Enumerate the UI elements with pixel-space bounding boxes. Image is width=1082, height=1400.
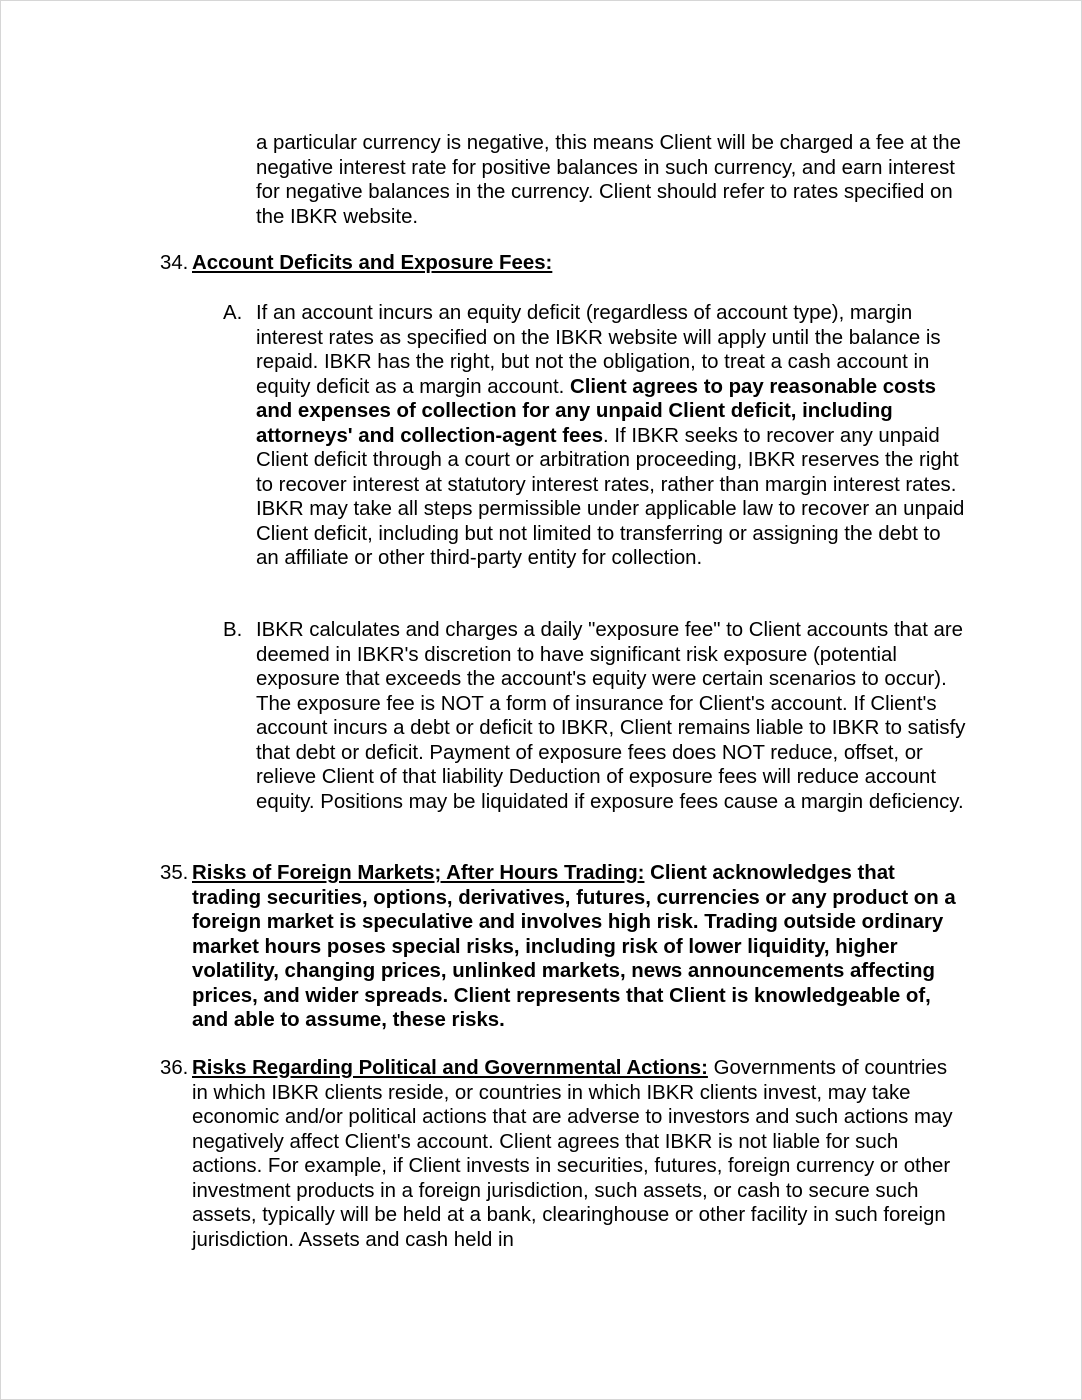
intro-paragraph: a particular currency is negative, this means Client will be charged a fee at the negative interest rate for positive balances in such currency, and earn interest for negative balances in the currency. Client should refer to rates specified on the IBKR website. bbox=[256, 132, 961, 228]
section-36-text: Governments of countries in which IBKR clients reside, or countries in which IBKR clients invest, may take economic and/or political actions that are adverse to investors and such actions may negatively affect Client's account. Client agrees that IBKR is not liable for such actions. For example, if Client invests in securities, futures, foreign currency or other investment products in a foreign jurisdiction, such assets, or cash to secure such assets, typically will be held at a bank, clearinghouse or other facility in such foreign jurisdiction. Assets and cash held in bbox=[192, 1057, 953, 1251]
item-b-paragraph: IBKR calculates and charges a daily "exposure fee" to Client accounts that are deemed in IBKR's discretion to have significant risk exposure (potential exposure that exceeds the account's equity were certain scenarios to occur). The exposure fee is NOT a form of insurance for Client's account. If Client's account incurs a debt or deficit to IBKR, Client remains liable to IBKR to satisfy that debt or deficit. Payment of exposure fees does NOT reduce, offset, or relieve Client of that liability Deduction of exposure fees will reduce account equity. Positions may be liquidated if exposure fees cause a margin deficiency. bbox=[256, 619, 966, 813]
section-35-paragraph bbox=[192, 861, 967, 1033]
item-a-text-start: If an account incurs an equity deficit (regardless of account type), margin interest rates as specified on the IBKR website will apply until the balance is repaid. IBKR has the right, but not the obligation, to treat a cash account in equity deficit as a margin account. bbox=[256, 302, 941, 398]
section-36-number: 36. bbox=[160, 1057, 189, 1079]
item-a-paragraph bbox=[256, 301, 966, 571]
section-35-number: 35. bbox=[160, 862, 189, 884]
section-35-heading: Risks of Foreign Markets; After Hours Trading: bbox=[192, 862, 645, 884]
item-a-text-end: . If IBKR seeks to recover any unpaid Client deficit through a court or arbitration proceeding, IBKR reserves the right to recover interest at statutory interest rates, rather than margin interest rates. IBKR may take all steps permissible under applicable law to recover an unpaid Client deficit, including but not limited to transferring or assigning the debt to an affiliate or other third-party entity for collection. bbox=[256, 424, 965, 569]
item-a-bold-text: Client agrees to pay reasonable costs and expenses of collection for any unpaid Client deficit, including attorneys' and collection-agent fees bbox=[256, 375, 937, 447]
item-b-letter: B. bbox=[223, 619, 243, 641]
section-36-paragraph bbox=[192, 1056, 967, 1252]
section-35-bold-text: Client acknowledges that trading securities, options, derivatives, futures, currencies or any product on a foreign market is speculative and involves high risk. Trading outside ordinary market hours poses special risks, including risk of lower liquidity, higher volatility, changing prices, unlinked markets, news announcements affecting prices, and wider spreads. Client represents that Client is knowledgeable of, and able to assume, these risks. bbox=[192, 862, 956, 1031]
section-36-heading: Risks Regarding Political and Governmental Actions: bbox=[192, 1057, 708, 1079]
section-34-heading: Account Deficits and Exposure Fees: bbox=[192, 252, 553, 274]
section-34-number: 34. bbox=[160, 252, 189, 274]
section-34-heading-line bbox=[192, 251, 967, 276]
item-a-letter: A. bbox=[223, 302, 243, 324]
